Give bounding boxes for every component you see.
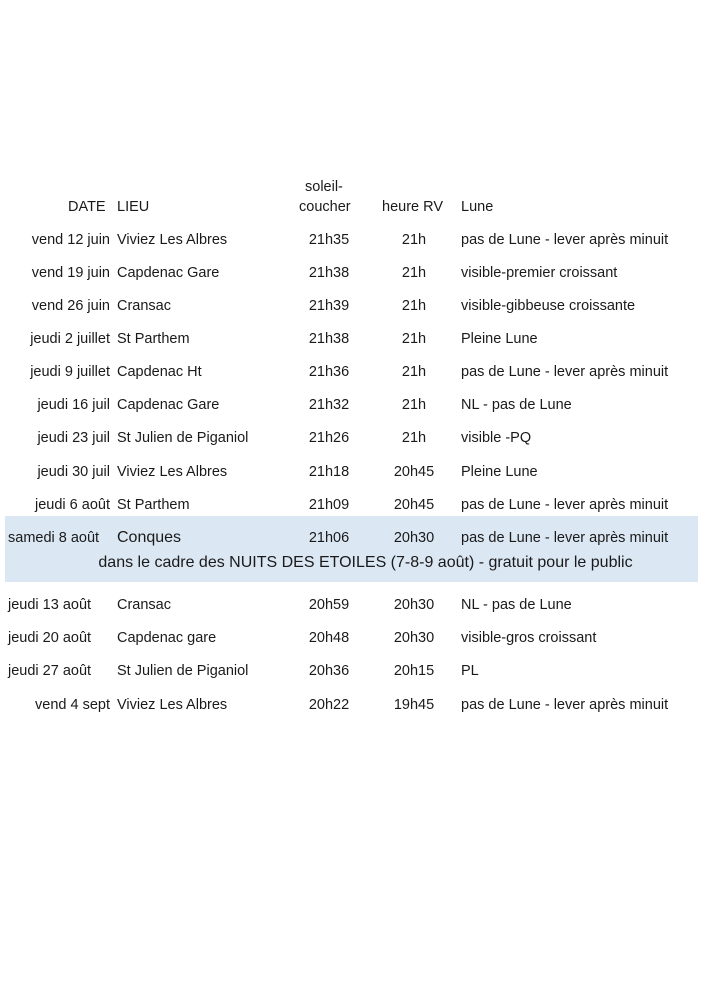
row-lieu: Capdenac Ht [117, 364, 202, 380]
table-row [0, 623, 709, 656]
table-row [0, 258, 709, 291]
row-lieu: Viviez Les Albres [117, 697, 228, 713]
row-lune: NL - pas de Lune [461, 597, 572, 613]
table-row [0, 291, 709, 324]
row-lune: pas de Lune - lever après minuit [461, 497, 669, 513]
row-lieu: St Parthem [117, 497, 190, 513]
row-lune: visible-gros croissant [461, 630, 597, 646]
row-heure-rv: 21h [401, 265, 427, 281]
row-soleil-coucher: 20h36 [308, 663, 350, 679]
row-soleil-coucher: 21h26 [308, 430, 350, 446]
row-date: jeudi 20 août [8, 630, 92, 646]
row-soleil-coucher: 21h06 [308, 530, 350, 546]
row-lieu: Capdenac Gare [117, 397, 220, 413]
row-date: samedi 8 août [8, 530, 100, 546]
row-soleil-coucher: 21h36 [308, 364, 350, 380]
row-date: jeudi 23 juil [37, 430, 110, 446]
row-date: jeudi 2 juillet [30, 331, 110, 347]
row-date: jeudi 9 juillet [30, 364, 110, 380]
nuits-des-etoiles-note: dans le cadre des NUITS DES ETOILES (7-8-9 août) - gratuit pour le public [98, 554, 633, 571]
row-date: vend 12 juin [31, 232, 110, 248]
row-lune: pas de Lune - lever après minuit [461, 364, 669, 380]
row-soleil-coucher: 21h32 [308, 397, 350, 413]
header-lune: Lune [461, 199, 494, 215]
row-lune: visible-gibbeuse croissante [461, 298, 636, 314]
row-lieu: Conques [117, 529, 182, 546]
row-lieu: Cransac [117, 298, 171, 314]
row-soleil-coucher: 21h39 [308, 298, 350, 314]
row-lieu: Cransac [117, 597, 171, 613]
table-row [0, 357, 709, 390]
row-lune: pas de Lune - lever après minuit [461, 530, 669, 546]
row-date: vend 19 juin [31, 265, 110, 281]
row-date: jeudi 16 juil [37, 397, 110, 413]
row-soleil-coucher: 21h38 [308, 331, 350, 347]
row-heure-rv: 21h [401, 331, 427, 347]
row-lieu: Viviez Les Albres [117, 232, 228, 248]
table-row [0, 590, 709, 623]
row-heure-rv: 21h [401, 397, 427, 413]
table-row [0, 457, 709, 490]
row-heure-rv: 20h30 [393, 597, 435, 613]
table-row [0, 390, 709, 423]
row-date: jeudi 30 juil [37, 464, 110, 480]
row-lune: NL - pas de Lune [461, 397, 572, 413]
table-row [0, 225, 709, 258]
row-soleil-coucher: 20h48 [308, 630, 350, 646]
header-lieu: LIEU [117, 199, 150, 215]
header-soleil-line1: soleil- [305, 179, 343, 195]
row-lieu: St Julien de Piganiol [117, 430, 249, 446]
table-row [0, 690, 709, 723]
row-date: jeudi 6 août [35, 497, 110, 513]
row-lieu: Capdenac gare [117, 630, 217, 646]
row-heure-rv: 20h45 [393, 464, 435, 480]
row-heure-rv: 20h30 [393, 630, 435, 646]
table-row [0, 423, 709, 456]
row-lune: Pleine Lune [461, 331, 538, 347]
row-lune: pas de Lune - lever après minuit [461, 232, 669, 248]
row-heure-rv: 20h15 [393, 663, 435, 679]
row-soleil-coucher: 20h22 [308, 697, 350, 713]
row-heure-rv: 21h [401, 364, 427, 380]
row-soleil-coucher: 21h38 [308, 265, 350, 281]
table-row [0, 324, 709, 357]
table-row [0, 490, 709, 523]
row-soleil-coucher: 21h35 [308, 232, 350, 248]
row-soleil-coucher: 21h18 [308, 464, 350, 480]
row-heure-rv: 19h45 [393, 697, 435, 713]
row-date: vend 26 juin [31, 298, 110, 314]
row-heure-rv: 21h [401, 430, 427, 446]
row-date: jeudi 13 août [8, 597, 92, 613]
row-lieu: Viviez Les Albres [117, 464, 228, 480]
row-lieu: Capdenac Gare [117, 265, 220, 281]
row-lune: PL [461, 663, 479, 679]
row-lune: visible-premier croissant [461, 265, 618, 281]
row-lune: visible -PQ [461, 430, 532, 446]
row-lune: pas de Lune - lever après minuit [461, 697, 669, 713]
row-lieu: St Julien de Piganiol [117, 663, 249, 679]
row-heure-rv: 20h30 [393, 530, 435, 546]
row-date: jeudi 27 août [8, 663, 92, 679]
header-date: DATE [68, 199, 106, 215]
row-lieu: St Parthem [117, 331, 190, 347]
row-soleil-coucher: 21h09 [308, 497, 350, 513]
table-row [0, 523, 709, 556]
header-heure-rv: heure RV [382, 199, 443, 215]
header-soleil-line2: coucher [299, 199, 351, 215]
row-soleil-coucher: 20h59 [308, 597, 350, 613]
table-row [0, 656, 709, 689]
row-date: vend 4 sept [35, 697, 110, 713]
row-heure-rv: 21h [401, 232, 427, 248]
row-heure-rv: 21h [401, 298, 427, 314]
row-lune: Pleine Lune [461, 464, 538, 480]
row-heure-rv: 20h45 [393, 497, 435, 513]
